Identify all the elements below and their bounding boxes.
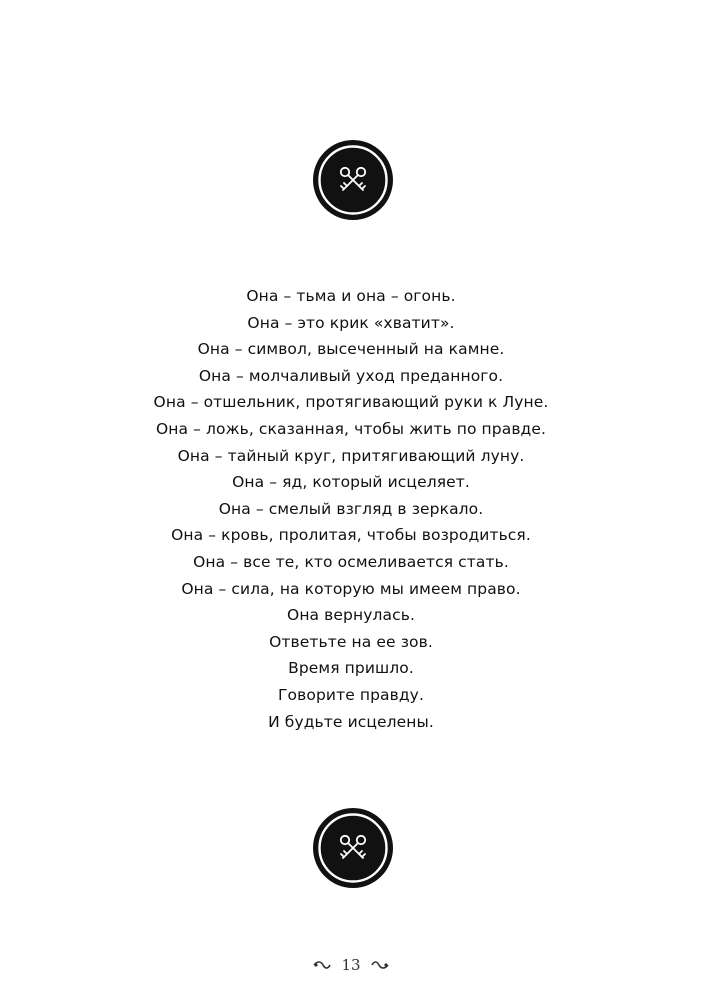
- bottom-emblem: [311, 806, 395, 890]
- crossed-keys-icon: [311, 806, 395, 890]
- left-ornament-icon: [313, 960, 331, 970]
- poem-line: Она – символ, высеченный на камне.: [197, 340, 505, 359]
- page-number-footer: [0, 954, 702, 975]
- crossed-keys-icon: [311, 138, 395, 222]
- poem-line: Говорите правду.: [278, 685, 424, 704]
- poem-line: Время пришло.: [288, 659, 414, 678]
- poem-line: Она – ложь, сказанная, чтобы жить по правде.: [155, 419, 547, 438]
- page-number: 13: [341, 955, 361, 974]
- poem-line: Она – отшельник, протягивающий руки к Луне.: [153, 393, 549, 412]
- top-emblem: [311, 138, 395, 222]
- poem-line: Она – яд, который исцеляет.: [232, 473, 470, 492]
- poem-line: Она – тьма и она – огонь.: [246, 287, 456, 305]
- poem-line: Она – это крик «хватит».: [247, 313, 455, 332]
- poem-line: Она – кровь, пролитая, чтобы возродиться.: [171, 526, 531, 545]
- poem-line: Она – молчаливый уход преданного.: [198, 366, 504, 385]
- poem-line: Ответьте на ее зов.: [269, 632, 433, 651]
- poem-line: Она – смелый взгляд в зеркало.: [218, 499, 484, 518]
- right-ornament-icon: [371, 960, 389, 970]
- poem-line: Она – все те, кто осмеливается стать.: [193, 552, 509, 571]
- poem: [0, 283, 702, 735]
- poem-line: Она – сила, на которую мы имеем право.: [181, 579, 521, 598]
- poem-line: Она – тайный круг, притягивающий луну.: [177, 446, 525, 465]
- poem-line: Она вернулась.: [287, 606, 415, 625]
- poem-line: И будьте исцелены.: [268, 712, 434, 731]
